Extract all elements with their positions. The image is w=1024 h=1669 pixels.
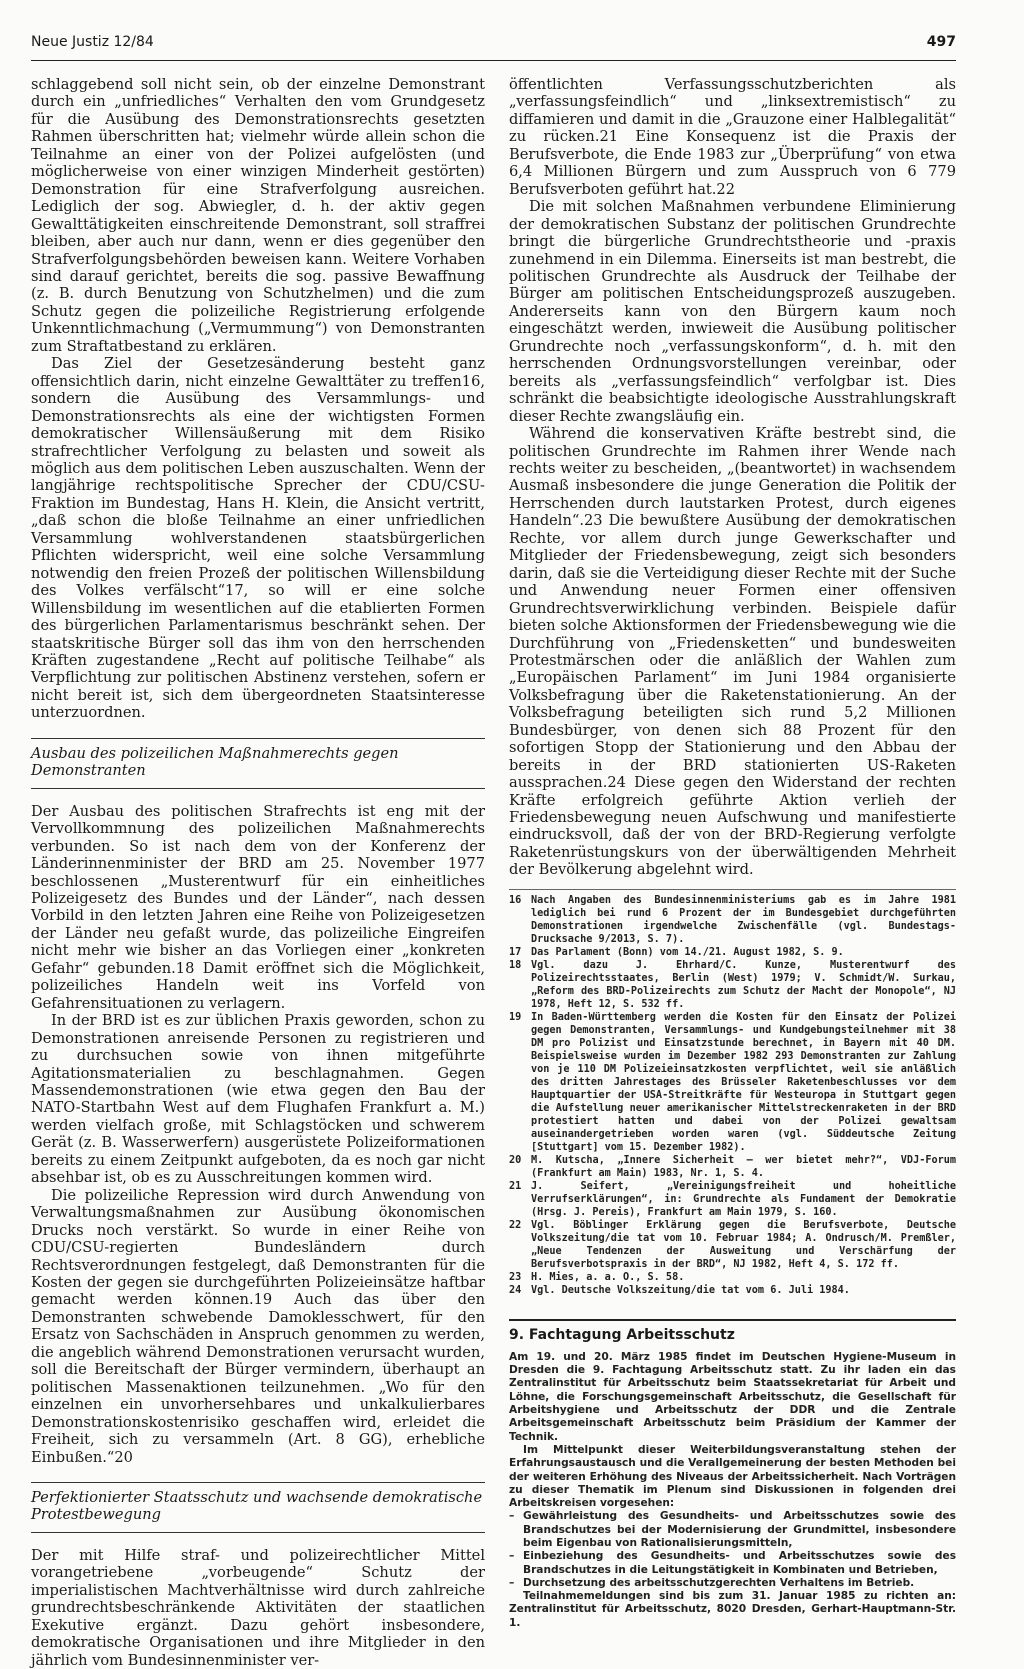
body-paragraph: Der mit Hilfe straf- und polizeirechtlicher Mittel vorangetriebene „vorbeugende“ Schutz der imperialistischen Machtverhältnisse wird durch zahlreiche grundrechtsbeschränkende Aktivitäten der staatlichen Exekutive ergänzt. Dazu gehört insbesondere, demokratische Organisationen und ihre Mitglieder in den jährlich vom Bundesinnenminister ver- xyxy=(31,1546,485,1669)
footnote-text: J. Seifert, „Vereinigungsfreiheit und hoheitliche Verrufserklärungen“, in: Grundrechte als Fundament der Demokratie (Hrsg. J. Pereis), Frankfurt am Main 1979, S. 160. xyxy=(531,1180,956,1218)
footnote xyxy=(509,894,956,946)
footnote-text: Vgl. Deutsche Volkszeitung/die tat vom 6. Juli 1984. xyxy=(531,1284,850,1296)
list-item-text: Durchsetzung des arbeitsschutzgerechten Verhaltens im Betrieb. xyxy=(523,1576,915,1589)
footnote-number: 20 xyxy=(509,1154,522,1166)
body-paragraph: Der Ausbau des politischen Strafrechts ist eng mit der Vervollkommnung des polizeilichen Maßnahmerechts verbunden. So ist nach dem von der Konferenz der Länderinnenminister der BRD am 25. November 1977 beschlossenen „Musterentwurf für ein einheitliches Polizeigesetz des Bundes und der Länder“, nach dessen Vorbild in den letzten Jahren eine Reihe von Polizeigesetzen der Länder neu gefaßt wurde, das polizeiliche Eingreifen nicht mehr wie bisher an das Vorliegen einer „konkreten Gefahr“ gebunden.18 Damit eröffnet sich die Möglichkeit, polizeiliches Handeln weit ins Vorfeld von Gefahrensituationen zu verlagern. xyxy=(31,802,485,1012)
section-heading: Perfektionierter Staatsschutz und wachsende demokratische Protestbewegung xyxy=(31,1482,485,1533)
dash-bullet-icon: – xyxy=(509,1510,515,1523)
footnote-number: 17 xyxy=(509,946,522,958)
announcement-closing: Teilnahmemeldungen sind bis zum 31. Januar 1985 zu richten an: Zentralinstitut für Arbeitsschutz, 8020 Dresden, Gerhart-Hauptmann-Str. 1. xyxy=(509,1590,956,1629)
footnotes xyxy=(509,889,956,1297)
dash-bullet-icon: – xyxy=(509,1550,515,1563)
announcement-intro: Am 19. und 20. März 1985 findet im Deutschen Hygiene-Museum in Dresden die 9. Fachtagung Arbeitsschutz statt. Zu ihr laden ein das Zentralinstitut für Arbeitsschutz beim Staatssekretariat für Arbeit und Löhne, die Forschungsgemeinschaft Arbeitsschutz, die Gesellschaft für Arbeitshygiene und Arbeitsschutz der DDR und die Zentrale Arbeitsgemeinschaft Arbeitsschutz beim Präsidium der Kammer der Technik. xyxy=(509,1350,956,1443)
body-paragraph: Das Ziel der Gesetzesänderung besteht ganz offensichtlich darin, nicht einzelne Gewalttäter zu treffen16, sondern die Ausübung des Versammlungs- und Demonstrationsrechts als eine der wichtigsten Formen demokratischer Willensäußerung mit dem Risiko strafrechtlicher Verfolgung zu belasten und soweit als möglich aus dem politischen Leben auszuschalten. Wenn der langjährige rechtspolitische Sprecher der CDU/CSU-Fraktion im Bundestag, Hans H. Klein, die Ansicht vertritt, „daß schon die bloße Teilnahme an einer unfriedlichen Versammlung wohlverstandenen staatsbürgerlichen Pflichten widerspricht, weil eine solche Versammlung notwendig den freien Prozeß der politischen Willensbildung des Volkes verfälscht“17, so will er eine solche Willensbildung im wesentlichen auf die etablierten Formen des bürgerlichen Parlamentarismus beschränkt sehen. Der staatskritische Bürger soll das ihm von den herrschenden Kräften zugestandene „Recht auf politische Teilhabe“ als Verpflichtung zur politischen Abstinenz verstehen, sofern er nicht bereit ist, sich dem übergeordneten Staatsinteresse unterzuordnen. xyxy=(31,355,485,722)
body-paragraph: In der BRD ist es zur üblichen Praxis geworden, schon zu Demonstrationen anreisende Personen zu registrieren und zu durchsuchen sowie von ihnen mitgeführte Agitationsmaterialien zu beschlagnahmen. Gegen Massendemonstrationen (wie etwa gegen den Bau der NATO-Startbahn West auf dem Flughafen Frankfurt a. M.) werden vielfach große, mit Schlagstöcken und schwerem Gerät (z. B. Wasserwerfern) ausgerüstete Polizeiformationen bereits zu einem Zeitpunkt aufgeboten, da es noch gar nicht absehbar ist, ob es zu Ausschreitungen kommen wird. xyxy=(31,1012,485,1187)
footnote-number: 23 xyxy=(509,1271,522,1283)
footnote xyxy=(509,1284,956,1297)
page-number: 497 xyxy=(926,34,956,50)
footnote xyxy=(509,1219,956,1271)
footnote-text: Vgl. Böblinger Erklärung gegen die Berufsverbote, Deutsche Volkszeitung/die tat vom 10. Februar 1984; A. Ondrusch/M. Premßler, „Neue Tendenzen der Ausweitung und Verschärfung der Berufsverbotspraxis in der BRD“, NJ 1982, Heft 4, S. 172 ff. xyxy=(531,1219,956,1270)
body-paragraph: Während die konservativen Kräfte bestrebt sind, die politischen Grundrechte im Rahmen ihrer Wende nach rechts weiter zu bescheiden, „(beantwortet) in wachsendem Ausmaß insbesondere die junge Generation die Politik der Herrschenden durch lautstarken Protest, durch eigenes Handeln“.23 Die bewußtere Ausübung der demokratischen Rechte, vor allem durch junge Gewerkschafter und Mitglieder der Friedensbewegung, zeigt sich besonders darin, daß sie die Verteidigung dieser Rechte mit der Suche und Anwendung neuer Formen einer offensiven Grundrechtsverwirklichung verbinden. Beispiele dafür bieten solche Aktionsformen der Friedensbewegung wie die Durchführung von „Friedensketten“ und bundesweiten Protestmärschen oder die anläßlich der Wahlen zum „Europäischen Parlament“ im Juni 1984 organisierte Volksbefragung über die Raketenstationierung. An der Volksbefragung beteiligten sich rund 5,2 Millionen Bundesbürger, von denen sich 88 Prozent für den sofortigen Stopp der Stationierung und den Abbau der bereits in der BRD stationierten US-Raketen aussprachen.24 Diese gegen den Widerstand der rechten Kräfte erfolgreich geführte Aktion verlieh der Friedensbewegung neuen Aufschwung und manifestierte eindrucksvoll, daß der von der BRD-Regierung verfolgte Raketenrüstungskurs von der überwältigenden Mehrheit der Bevölkerung abgelehnt wird. xyxy=(509,425,956,879)
footnote xyxy=(509,1180,956,1219)
section-heading: Ausbau des polizeilichen Maßnahmerechts gegen Demonstranten xyxy=(31,738,485,789)
body-paragraph: öffentlichten Verfassungsschutzberichten als „verfassungsfeindlich“ und „linksextremistisch“ zu diffamieren und damit in die „Grauzone einer Halblegalität“ zu rücken.21 Eine Konsequenz ist die Praxis der Berufsverbote, die Ende 1983 zur „Überprüfung“ von etwa 6,4 Millionen Bürgern und zum Ausspruch von 6 779 Berufsverboten geführt hat.22 xyxy=(509,76,956,198)
list-item xyxy=(509,1510,956,1550)
footnote-text: Vgl. dazu J. Ehrhard/C. Kunze, Musterentwurf des Polizeirechtsstaates, Berlin (West) 1979; V. Schmidt/W. Surkau, „Reform des BRD-Polizeirechts zum Schutz der Macht der Monopole“, NJ 1978, Heft 12, S. 532 ff. xyxy=(531,959,956,1010)
footnote-number: 22 xyxy=(509,1219,522,1231)
announcement-box xyxy=(509,1319,956,1630)
left-column xyxy=(31,76,485,1669)
footnote-number: 19 xyxy=(509,1011,522,1023)
footnote xyxy=(509,959,956,1011)
list-item xyxy=(509,1550,956,1577)
dash-bullet-icon: – xyxy=(509,1576,515,1589)
body-paragraph: Die polizeiliche Repression wird durch Anwendung von Verwaltungsmaßnahmen zur Ausübung ökonomischen Drucks noch verstärkt. So wurde in einer Reihe von CDU/CSU-regierten Bundesländern durch Rechtsverordnungen festgelegt, daß Demonstranten für die Kosten der gegen sie durchgeführten Polizeieinsätze haftbar gemacht werden können.19 Auch das über den Demonstranten schwebende Damoklesschwert, für den Ersatz von Sachschäden in Anspruch genommen zu werden, die angeblich während Demonstrationen verursacht wurden, soll die Bereitschaft der Bürger vermindern, überhaupt an politischen Massenaktionen teilzunehmen. „Wo für den einzelnen ein unvorhersehbares und unkalkulierbares Demonstrationskostenrisiko geschaffen wird, erleidet die Freiheit, sich zu versammeln (Art. 8 GG), erhebliche Einbußen.“20 xyxy=(31,1186,485,1466)
footnote-number: 16 xyxy=(509,894,522,906)
footnote xyxy=(509,1011,956,1154)
list-item-text: Gewährleistung des Gesundheits- und Arbeitsschutzes sowie des Brandschutzes bei der Modernisierung der Grundmittel, insbesondere beim Eigenbau von Rationalisierungsmitteln, xyxy=(523,1510,956,1549)
footnote-number: 18 xyxy=(509,959,522,971)
footnote-text: M. Kutscha, „Innere Sicherheit – wer bietet mehr?“, VDJ-Forum (Frankfurt am Main) 1983, Nr. 1, S. 4. xyxy=(531,1154,956,1179)
footnote-text: In Baden-Württemberg werden die Kosten für den Einsatz der Polizei gegen Demonstranten, Versammlungs- und Kundgebungsteilnehmer mit 38 DM pro Polizist und Einsatzstunde berechnet, in Bayern mit 40 DM. Beispielsweise wurden im Dezember 1982 293 Demonstranten zur Zahlung von je 110 DM Polizeieinsatzkosten verpflichtet, weil sie anläßlich des dritten Jahrestages des Brüsseler Raketenbeschlusses vor dem Hauptquartier der USA-Streitkräfte für Westeuropa in Stuttgart gegen die Aufstellung neuer amerikanischer Mittelstreckenraketen in der BRD protestiert hatten und dabei von der Polizei gewaltsam auseinandergetrieben worden waren (vgl. Süddeutsche Zeitung [Stuttgart] vom 15. Dezember 1982). xyxy=(531,1011,956,1153)
footnote-text: Das Parlament (Bonn) vom 14./21. August 1982, S. 9. xyxy=(531,946,844,958)
footnote xyxy=(509,946,956,959)
announcement-title: 9. Fachtagung Arbeitsschutz xyxy=(509,1326,735,1343)
footnote-text: Nach Angaben des Bundesinnenministeriums gab es im Jahre 1981 lediglich bei rund 6 Prozent der im Bundesgebiet durchgeführten Demonstrationen irgendwelche Zwischenfälle (vgl. Bundestags-Drucksache 9/2013, S. 7). xyxy=(531,894,956,945)
working-groups-list xyxy=(509,1510,956,1590)
footnote xyxy=(509,1271,956,1284)
announcement-focus: Im Mittelpunkt dieser Weiterbildungsveranstaltung stehen der Erfahrungsaustausch und die Verallgemeinerung der besten Methoden bei der weiteren Erhöhung des Niveaus der Arbeitssicherheit. Nach Vorträgen zu dieser Thematik im Plenum sind Diskussionen in folgenden drei Arbeitskreisen vorgesehen: xyxy=(509,1443,956,1510)
footnote-number: 21 xyxy=(509,1180,522,1192)
footnote-text: H. Mies, a. a. O., S. 58. xyxy=(531,1271,685,1283)
list-item-text: Einbeziehung des Gesundheits- und Arbeitsschutzes sowie des Brandschutzes in die Leitungstätigkeit in Kombinaten und Betrieben, xyxy=(523,1550,956,1576)
right-column xyxy=(509,76,956,1630)
footnote-number: 24 xyxy=(509,1284,522,1296)
page-header xyxy=(31,32,956,61)
body-paragraph: schlaggebend soll nicht sein, ob der einzelne Demonstrant durch ein „unfriedliches“ Verhalten den vom Grundgesetz für die Ausübung des Demonstrationsrechts gesetzten Rahmen überschritten hat; vielmehr würde allein schon die Teilnahme an einer von der Polizei aufgelösten (und möglicherweise von einer winzigen Minderheit gestörten) Demonstration für eine Strafverfolgung ausreichen. Lediglich der sog. Abwiegler, d. h. der aktiv gegen Gewalttätigkeiten einschreitende Demonstrant, soll straffrei bleiben, aber auch nur dann, wenn er dies gegenüber den Strafverfolgungsbehörden beweisen kann. Weitere Vorhaben sind darauf gerichtet, bereits die sog. passive Bewaffnung (z. B. durch Benutzung von Schutzhelmen) und die zum Schutz gegen die polizeiliche Registrierung erfolgende Unkenntlichmachung („Vermummung“) von Demonstranten zum Straftatbestand zu erklären. xyxy=(31,76,485,355)
journal-title: Neue Justiz 12/84 xyxy=(31,34,154,50)
list-item xyxy=(509,1577,956,1590)
body-paragraph: Die mit solchen Maßnahmen verbundene Eliminierung der demokratischen Substanz der politischen Grundrechte bringt die bürgerliche Grundrechtstheorie und -praxis zunehmend in ein Dilemma. Einerseits ist man bestrebt, die politischen Grundrechte als Ausdruck der Teilhabe der Bürger am politischen Entscheidungsprozeß auszugeben. Andererseits kann von den Bürgern kaum noch eingeschätzt werden, inwieweit die Ausübung politischer Grundrechte noch „verfassungskonform“, d. h. mit den herrschenden Ordnungsvorstellungen vereinbar, oder bereits als „verfassungsfeindlich“ verfolgbar ist. Dies schränkt die beabsichtigte ideologische Ausstrahlungskraft dieser Rechte zwangsläufig ein. xyxy=(509,198,956,425)
footnote xyxy=(509,1154,956,1180)
